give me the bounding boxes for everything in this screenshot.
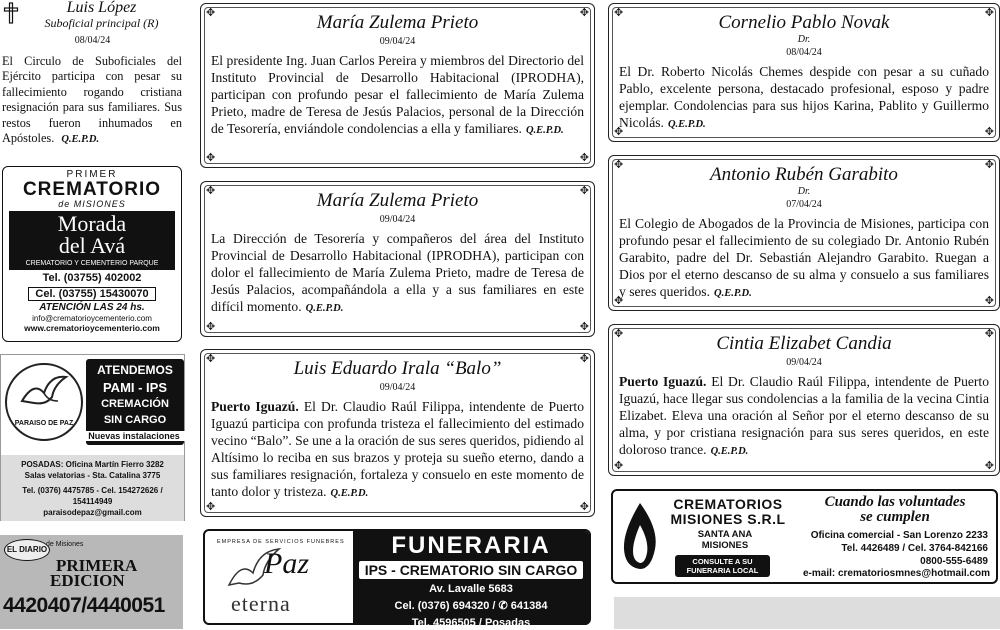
obituary-text: La Dirección de Tesorería y compañeros del área del Instituto Provincial de Desarrollo Habitacional (IPRODHA), participan con dolor el fallecimiento de María Zulema Prieto, madre de Teresa de Jesús Palacios, acompañándola a ella y a sus familiares en este difícil momento. [211,231,584,314]
obituary-card [608,3,1000,142]
obituary-location: Puerto Iguazú. [211,399,299,414]
obituary-name: Cintia Elizabet Candia [716,333,892,354]
logo-text: PARAISO DE PAZ [14,420,74,427]
ad-line: Nuevas instalaciones [83,431,185,441]
ad-line: PRIMER [66,169,118,180]
flame-icon [619,501,661,571]
ad-morada-del-ava [2,166,182,342]
ad-logo: EL DIARIO [4,539,50,561]
ornament-icon: ✥ [579,353,589,365]
obituary-name: Luis López [66,0,137,16]
ad-email: paraisodepaz@gmail.com [43,508,142,517]
ad-city: SANTA ANA [697,529,753,540]
ad-headline: FUNERARIA [391,532,551,559]
ad-line: de MISIONES [58,199,126,209]
obituary-date: 09/04/24 [786,357,822,368]
ad-address: Oficina Martín Fierro 3282 [65,460,164,469]
ad-brand-box [9,211,175,270]
middle-column [200,0,595,629]
ad-headline [663,497,793,527]
ad-slogan-line: Cuando las voluntades [824,494,966,510]
obituary-text: El Dr. Roberto Nicolás Chemes despide con pesar a su cuñado Pablo, excelente persona, destacado profesional, esposo y padre ejemplar. Condolencias para sus hijos Karina, Pablito y Guillermo Nicolás. [619,64,989,130]
ad-paraiso-de-paz [0,354,185,521]
obituary-body [0,54,185,147]
left-column [0,0,185,629]
ad-line: PAMI - IPS [102,380,168,395]
qepd-label: Q.E.P.D. [713,288,752,299]
obituary-text: El presidente Ing. Juan Carlos Pereira y miembros del Directorio del Instituto Provincial de Desarrollo Habitacional (IPRODHA), participan con profundo pesar el fallecimiento de María Zulema Prieto, madre de Teresa de Jesús Palacios, personal de la Dirección de Tesorería, enviándole condolencias a ella y familiares. [211,53,584,136]
ad-phones: Tel. 4426489 / Cel. 3764-842166 [841,543,988,554]
obituary-name: Antonio Rubén Garabito [710,164,898,185]
ornament-icon: ✥ [206,353,216,365]
ornament-icon: ✥ [614,7,624,19]
obituary-card [608,155,1000,311]
obituary-body [619,63,989,133]
qepd-label: Q.E.P.D. [667,119,706,130]
ad-title: PRIMERA [56,556,138,575]
obituary-text: El Colegio de Abogados de la Provincia de Misiones, participa con profundo pesar el fallecimiento de su colegiado Dr. Antonio Rubén Garabito, padre del Dr. Sebastián Alejandro Garabito. Ruegan a Dios por el eterno descanso de su alma y consuelo a sus familiares y seres queridos. [619,216,989,299]
ad-brand: del Avá [58,233,126,258]
ornament-icon: ✥ [579,152,589,164]
ad-label: POSADAS: [21,460,64,469]
ornament-icon: ✥ [206,321,216,333]
obituary-date: 07/04/24 [786,199,822,210]
ad-title: EDICION [50,571,125,590]
ornament-icon: ✥ [206,152,216,164]
obituary-date: 08/04/24 [74,35,111,46]
obituary-title: Suboficial principal (R) [44,16,159,30]
ad-location [675,529,775,551]
ad-logo-sub: de Misiones [46,541,84,548]
obituary-name: María Zulema Prieto [316,190,479,211]
ornament-icon: ✥ [614,159,624,171]
obituary-card [608,324,1000,476]
ornament-icon: ✥ [579,7,589,19]
ad-brand-sub: CREMATORIO Y CEMENTERIO PARQUE [25,260,159,267]
dove-icon [14,371,74,415]
ad-email: e-mail: crematoriosmnes@hotmail.com [802,568,990,579]
ad-office: Oficina comercial - San Lorenzo 2233 [810,530,988,541]
obituary-card [200,349,595,517]
obituary-text: El Circulo de Suboficiales del Ejército participa con pesar su fallecimiento rogando cristiana resignación para sus familiares. Sus restos fueron inhumados en Apóstoles. [2,54,182,146]
ad-website: www.crematorioycementerio.com [24,323,160,333]
qepd-label: Q.E.P.D. [710,446,749,457]
ad-subheadline: IPS - CREMATORIO SIN CARGO [359,561,583,579]
ad-slogan [800,495,990,525]
ad-slogan-line: se cumplen [860,509,930,525]
ornament-icon: ✥ [614,126,624,138]
qepd-label: Q.E.P.D. [525,125,564,136]
obituary-card [200,181,595,337]
ad-tollfree: 0800-555-6489 [920,556,988,567]
ad-phones: Cel. (0376) 694320 / ✆ 641384 [394,600,548,612]
obituary-text: El Dr. Claudio Raúl Filippa, intendente de Puerto Iguazú participa con profunda tristeza el fallecimiento del estimado vecino “Balo”. Se une a la oración de sus seres queridos, pidiendo al Altísimo lo reciba en sus brazos y proteja su sueño eterno, dando a sus familiares resignación, fortaleza y consuelo en este momento de tanto dolor y tristeza. [211,399,584,499]
ornament-icon: ✥ [984,159,994,171]
obituary-title: Dr. [797,186,811,197]
ad-funeraria-paz-eterna [203,529,591,629]
ad-logo-eterna: eterna [231,591,291,616]
ad-logo-arc-text: EMPRESA DE SERVICIOS FUNEBRES [217,539,345,545]
ad-city: MISIONES [701,540,749,551]
obituary-date: 08/04/24 [786,47,822,58]
ad-primera-edicion [0,535,183,629]
obituary-luis-lopez [0,0,185,147]
obituary-date: 09/04/24 [379,382,416,393]
ornament-icon: ✥ [984,126,994,138]
obituary-text: El Dr. Claudio Raúl Filippa, intendente de Puerto Iguazú, hace llegar sus condolencias a la familia de la vecina Cintia Elizabet. Eleva una oración al Señor por el eterno descanso de su alma, y por cristiana resignación para sus seres queridos, en este doloroso trance. [619,374,990,457]
obituary-title: Dr. [797,34,811,45]
obituary-location: Puerto Iguazú. [619,374,707,389]
qepd-label: Q.E.P.D. [330,488,369,499]
obituary-date: 09/04/24 [379,214,416,225]
ornament-icon: ✥ [614,295,624,307]
qepd-label: Q.E.P.D. [305,303,344,314]
ornament-icon: ✥ [206,7,216,19]
ornament-icon: ✥ [614,328,624,340]
ornament-icon: ✥ [206,185,216,197]
ornament-icon: ✥ [984,7,994,19]
obituary-name: María Zulema Prieto [316,12,479,33]
ad-contact [773,529,988,568]
ad-address: Av. Lavalle 5683 [429,583,513,595]
consult-badge: CONSULTE A SU FUNERARIA LOCAL [675,555,770,577]
ad-title: MISIONES S.R.L [670,511,786,527]
ad-phone: Tel. (03755) 402002 [42,272,142,284]
ad-headline: CREMATORIO [22,179,162,200]
ornament-icon: ✥ [614,460,624,472]
obituary-body [619,373,989,460]
ad-logo-paz: Paz [264,547,309,580]
ad-contact-box [1,455,184,521]
ornament-icon: ✥ [579,501,589,513]
ad-phones: Tel. 4596505 / Posadas [411,617,531,629]
obituary-card [200,3,595,168]
ad-crematorios-misiones [611,489,998,584]
ad-phones: Tel. (0376) 4475785 - Cel. 154272626 / 154114949 [22,486,163,506]
ornament-icon: ✥ [984,328,994,340]
ad-cell: Cel. (03755) 15430070 [28,287,155,301]
ad-hours: ATENCIÓN LAS 24 hs. [39,302,145,313]
obituary-body [619,215,989,302]
ad-line: SIN CARGO [103,414,167,426]
ad-address: Salas velatorias - Sta. Catalina 3775 [24,471,161,480]
right-column [608,0,1000,629]
ad-placeholder [614,597,1000,629]
ad-line: ATENDEMOS [97,363,173,377]
ornament-icon: ✥ [206,501,216,513]
obituary-name: Cornelio Pablo Novak [718,12,890,33]
ad-phones: 4420407/4440051 [3,594,165,617]
ad-email: info@crematorioycementerio.com [32,314,152,323]
obituary-body [211,52,584,139]
qepd-label: Q.E.P.D. [61,134,100,146]
obituary-name: Luis Eduardo Irala “Balo” [293,358,502,379]
ad-brand: Morada [57,211,127,236]
cross-icon [3,2,19,24]
obituary-body [211,398,584,502]
ad-title: CREMATORIOS [673,496,783,512]
obituary-date: 09/04/24 [379,36,416,47]
dove-logo [5,363,83,441]
obituary-body [211,230,584,317]
ad-logo [209,535,349,621]
ornament-icon: ✥ [579,185,589,197]
ad-line: CREMACIÓN [101,398,169,410]
ad-dark-box [353,531,589,629]
ornament-icon: ✥ [984,460,994,472]
ornament-icon: ✥ [984,295,994,307]
ornament-icon: ✥ [579,321,589,333]
